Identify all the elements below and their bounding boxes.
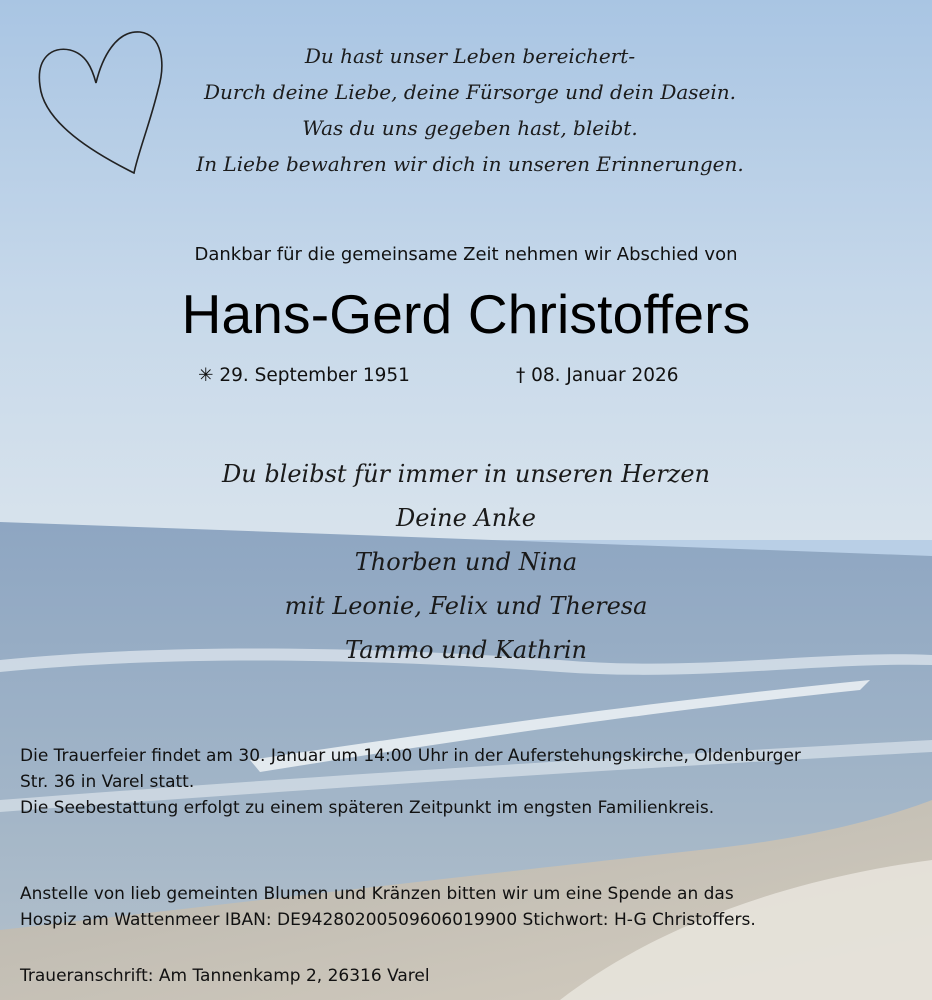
poem-line: Du hast unser Leben bereichert- bbox=[304, 44, 636, 68]
heart-outline-icon bbox=[34, 28, 166, 174]
donation-line: Hospiz am Wattenmeer IBAN: DE94280200509606019900 Stichwort: H-G Christoffers. bbox=[20, 910, 756, 930]
donation-info bbox=[20, 881, 920, 933]
deceased-name: Hans-Gerd Christoffers bbox=[181, 283, 751, 345]
family-line: Tammo und Kathrin bbox=[345, 636, 587, 664]
ceremony-line: Str. 36 in Varel statt. bbox=[20, 772, 195, 792]
ceremony-info bbox=[20, 743, 920, 821]
family-line: mit Leonie, Felix und Theresa bbox=[284, 592, 648, 620]
family-line: Thorben und Nina bbox=[354, 548, 578, 576]
family-line: Du bleibst für immer in unseren Herzen bbox=[221, 460, 710, 488]
intro-text: Dankbar für die gemeinsame Zeit nehmen wir Abschied von bbox=[194, 244, 738, 265]
poem bbox=[150, 38, 790, 182]
donation-line: Anstelle von lieb gemeinten Blumen und Kränzen bitten wir um eine Spende an das bbox=[20, 884, 734, 904]
ceremony-line: Die Trauerfeier findet am 30. Januar um 14:00 Uhr in der Auferstehungskirche, Oldenburger bbox=[20, 746, 801, 766]
poem-line: Was du uns gegeben hast, bleibt. bbox=[302, 116, 638, 140]
mourning-address: Traueranschrift: Am Tannenkamp 2, 26316 Varel bbox=[20, 966, 430, 986]
birth-date: ✳ 29. September 1951 bbox=[198, 365, 410, 386]
family-line: Deine Anke bbox=[396, 504, 536, 532]
poem-line: Durch deine Liebe, deine Fürsorge und dein Dasein. bbox=[203, 80, 737, 104]
ceremony-line: Die Seebestattung erfolgt zu einem späteren Zeitpunkt im engsten Familienkreis. bbox=[20, 798, 715, 818]
family-signatures bbox=[0, 452, 932, 672]
poem-line: In Liebe bewahren wir dich in unseren Erinnerungen. bbox=[196, 152, 744, 176]
death-date: † 08. Januar 2026 bbox=[516, 365, 679, 386]
